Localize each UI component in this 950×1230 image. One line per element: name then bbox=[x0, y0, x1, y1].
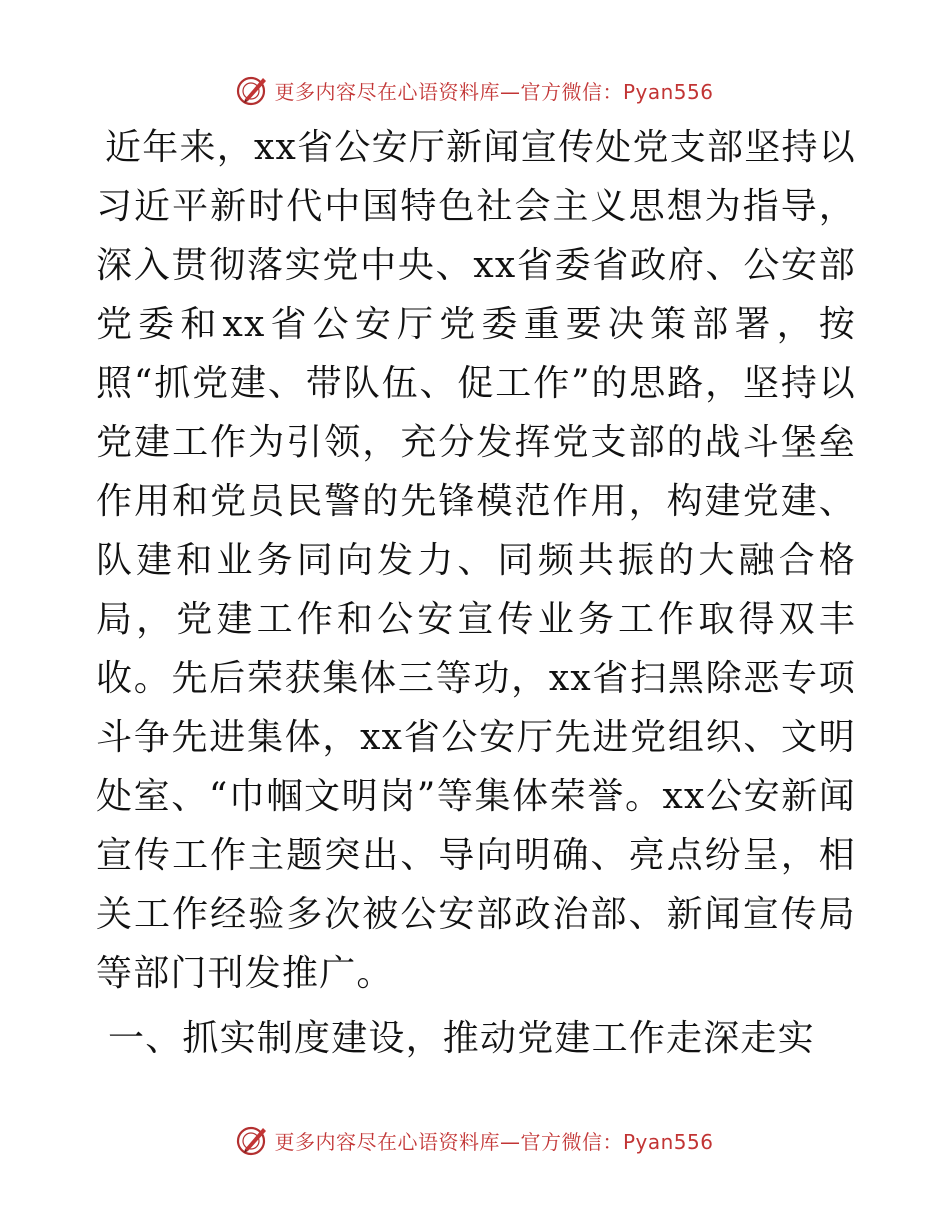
body-paragraph: 近年来，xx省公安厅新闻宣传处党支部坚持以习近平新时代中国特色社会主义思想为指导，深入贯彻落实党中央、xx省委省政府、公安部党委和xx省公安厅党委重要决策部署，按照“抓党建、带队伍、促工作”的思路，坚持以党建工作为引领，充分发挥党支部的战斗堡垒作用和党员民警的先锋模范作用，构建党建、队建和业务同向发力、同频共振的大融合格局，党建工作和公安宣传业务工作取得双丰收。先后荣获集体三等功，xx省扫黑除恶专项斗争先进集体，xx省公安厅先进党组织、文明处室、“巾帼文明岗”等集体荣誉。xx公安新闻宣传工作主题突出、导向明确、亮点纷呈，相关工作经验多次被公安部政治部、新闻宣传局等部门刊发推广。 bbox=[96, 127, 856, 994]
footer-watermark bbox=[0, 1120, 950, 1160]
pen-logo-icon bbox=[236, 1123, 270, 1157]
watermark-text: 更多内容尽在心语资料库—官方微信：Pyan556 bbox=[274, 1129, 714, 1154]
header-watermark bbox=[0, 70, 950, 110]
pen-logo-icon bbox=[236, 73, 270, 107]
section-heading: 一、抓实制度建设，推动党建工作走深走实 bbox=[108, 1018, 815, 1059]
watermark-text: 更多内容尽在心语资料库—官方微信：Pyan556 bbox=[274, 79, 714, 104]
document-body bbox=[96, 118, 856, 1068]
